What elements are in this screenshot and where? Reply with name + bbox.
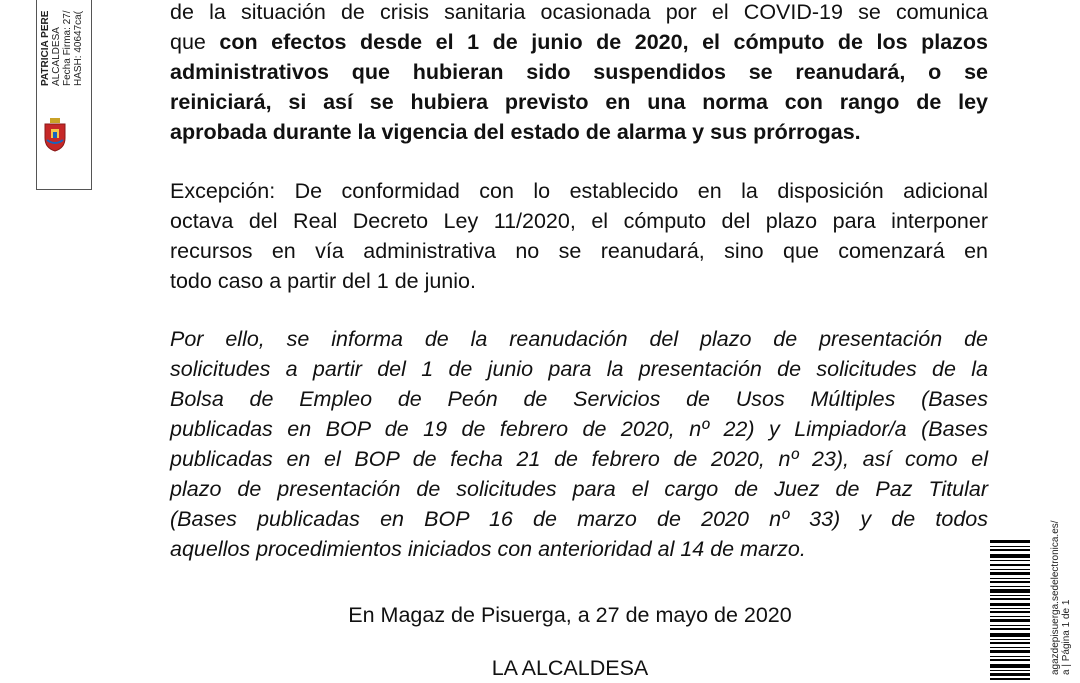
text-line: aquellos procedimientos iniciados con anterioridad al 14 de marzo. xyxy=(170,537,806,561)
signer-name: PATRICIA PERE xyxy=(40,10,51,86)
text-line: Bolsa de Empleo de Peón de Servicios de Usos Múltiples (Bases xyxy=(170,387,988,411)
signer-role: ALCALDESA xyxy=(51,27,62,86)
paragraph-exception xyxy=(170,176,988,296)
text-line: solicitudes a partir del 1 de junio para la presentación de solicitudes de la xyxy=(170,357,988,381)
text-line: publicadas en el BOP de fecha 21 de febrero de 2020, nº 23), así como el xyxy=(170,447,988,471)
paragraph-suspension xyxy=(170,0,988,147)
municipal-crest-icon xyxy=(42,118,68,152)
text-line: de la situación de crisis sanitaria ocasionada por el COVID-19 se comunica xyxy=(170,0,988,24)
text-lead: que xyxy=(170,30,220,54)
signature-block xyxy=(40,10,84,86)
text-line: octava del Real Decreto Ley 11/2020, el cómputo del plazo para interponer xyxy=(170,209,988,233)
verification-url: agazdepisuerga.sedelectronica.es/ xyxy=(1050,520,1061,675)
signature-date: Fecha Firma: 27/ xyxy=(62,10,73,86)
bold-text-line: aprobada durante la vigencia del estado de alarma y sus prórrogas. xyxy=(170,120,861,144)
barcode-icon xyxy=(990,540,1030,680)
bold-text: con efectos desde el 1 de junio de 2020, el cómputo de los plazos xyxy=(219,30,988,54)
bold-text-line: administrativos que hubieran sido suspendidos se reanudará, o se xyxy=(170,60,988,84)
place-date: En Magaz de Pisuerga, a 27 de mayo de 2020 xyxy=(348,603,792,627)
text-line: todo caso a partir del 1 de junio. xyxy=(170,269,476,293)
signatory-title: LA ALCALDESA xyxy=(491,656,649,680)
text-line: recursos en vía administrativa no se reanudará, sino que comenzará en xyxy=(170,239,988,263)
paragraph-resumption xyxy=(170,324,988,564)
text-line: Por ello, se informa de la reanudación del plazo de presentación de xyxy=(170,327,988,351)
verification-strip xyxy=(1050,520,1072,675)
text-line xyxy=(170,27,988,57)
text-line: publicadas en BOP de 19 de febrero de 2020, nº 22) y Limpiador/a (Bases xyxy=(170,417,988,441)
page-indicator: a | Página 1 de 1 xyxy=(1061,599,1072,675)
bold-text-line: reiniciará, si así se hubiera previsto en una norma con rango de ley xyxy=(170,90,988,114)
text-line: plazo de presentación de solicitudes para el cargo de Juez de Paz Titular xyxy=(170,477,988,501)
text-line: (Bases publicadas en BOP 16 de marzo de 2020 nº 33) y de todos xyxy=(170,507,988,531)
signature-hash: HASH: 40647ca( xyxy=(73,10,84,86)
text-line: Excepción: De conformidad con lo establecido en la disposición adicional xyxy=(170,179,988,203)
